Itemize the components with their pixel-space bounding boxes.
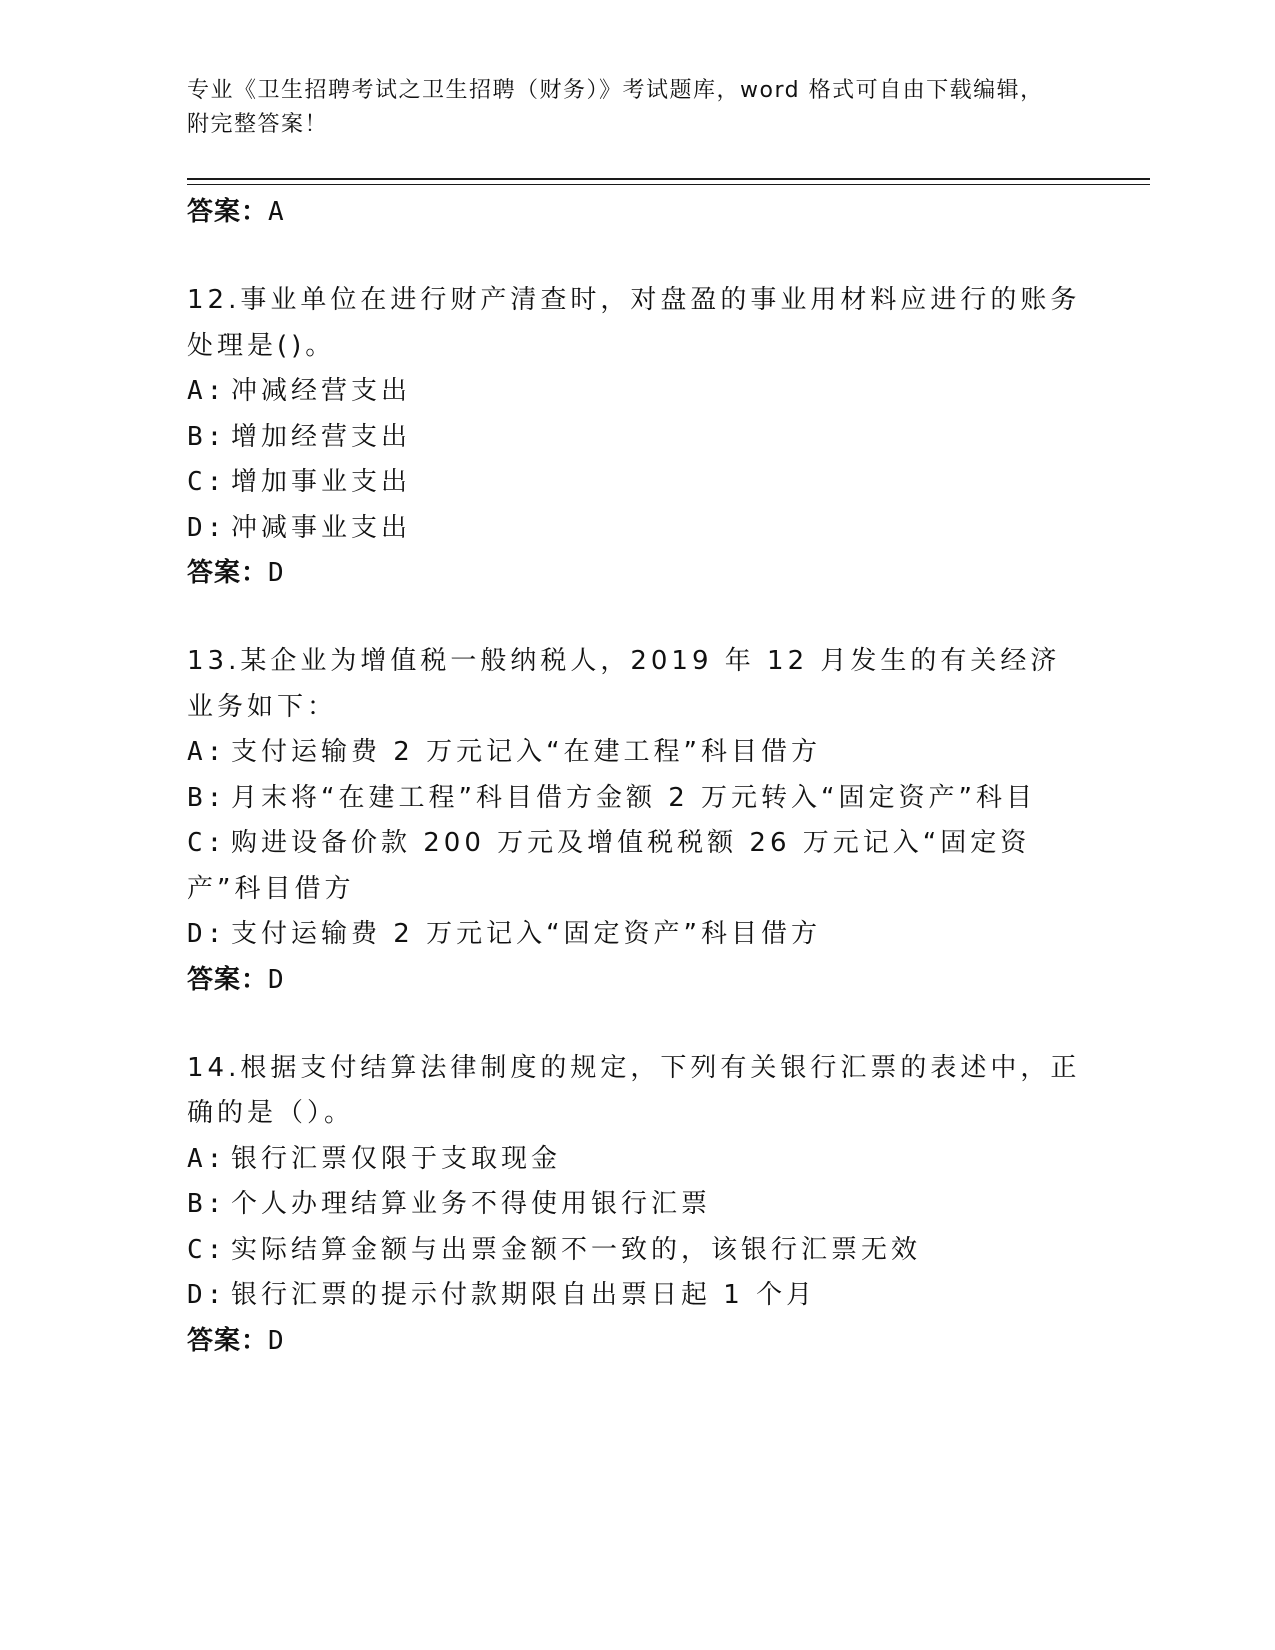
option-b (187, 1182, 1087, 1228)
option-text: 购进设备价款 200 万元及增值税税额 26 万元记入“固定资产”科目借方 (187, 828, 1031, 904)
option-text: 银行汇票的提示付款期限自出票日起 1 个月 (231, 1280, 817, 1310)
option-b (187, 415, 1087, 461)
answer-label: 答案： (187, 1325, 269, 1356)
answer-line (187, 1319, 1087, 1363)
option-key: A: (187, 737, 227, 767)
question-stem: 12.事业单位在进行财产清查时，对盘盈的事业用材料应进行的账务处理是()。 (187, 285, 1081, 361)
document-body (187, 190, 1087, 1407)
answer-value: D (268, 1325, 285, 1356)
answer-line (187, 958, 1087, 1002)
option-c (187, 460, 1087, 506)
option-b (187, 776, 1087, 822)
option-text: 增加事业支出 (231, 467, 412, 497)
option-text: 增加经营支出 (231, 421, 412, 452)
option-d (187, 912, 1087, 958)
option-text: 月末将“在建工程”科目借方金额 2 万元转入“固定资产”科目 (231, 782, 1036, 813)
option-key: C: (187, 1234, 227, 1265)
option-d (187, 506, 1087, 552)
option-key: A: (187, 376, 227, 406)
answer-value: A (268, 197, 285, 227)
option-a (187, 1137, 1087, 1183)
answer-line (187, 551, 1087, 595)
question-stem: 14.根据支付结算法律制度的规定，下列有关银行汇票的表述中，正确的是（）。 (187, 1052, 1081, 1128)
option-d (187, 1273, 1087, 1319)
question-14 (187, 1046, 1087, 1363)
question-12 (187, 278, 1087, 595)
option-a (187, 369, 1087, 415)
option-text: 冲减经营支出 (231, 376, 412, 406)
option-text: 支付运输费 2 万元记入“固定资产”科目借方 (231, 919, 822, 949)
option-key: D: (187, 919, 227, 949)
question-stem: 13.某企业为增值税一般纳税人，2019 年 12 月发生的有关经济业务如下： (187, 646, 1061, 722)
question-13 (187, 639, 1087, 1002)
option-text: 支付运输费 2 万元记入“在建工程”科目借方 (231, 737, 822, 767)
option-key: C: (187, 467, 227, 497)
answer-value: D (268, 964, 285, 995)
option-key: B: (187, 1189, 227, 1219)
option-c (187, 1228, 1087, 1274)
option-key: D: (187, 512, 227, 543)
header-rule-thin (187, 184, 1150, 185)
option-key: C: (187, 828, 227, 858)
option-key: B: (187, 782, 227, 813)
option-text: 冲减事业支出 (231, 512, 412, 543)
option-text: 实际结算金额与出票金额不一致的，该银行汇票无效 (231, 1234, 922, 1265)
option-key: D: (187, 1280, 227, 1310)
answer-label: 答案： (187, 964, 269, 995)
option-text: 个人办理结算业务不得使用银行汇票 (231, 1189, 712, 1219)
document-header: 专业《卫生招聘考试之卫生招聘（财务）》考试题库，word 格式可自由下载编辑，附完整答案！ (187, 78, 1044, 137)
answer-label: 答案： (187, 558, 269, 588)
answer-line (187, 190, 1087, 234)
option-a (187, 730, 1087, 776)
option-text: 银行汇票仅限于支取现金 (231, 1143, 562, 1174)
option-c (187, 821, 1087, 912)
answer-label: 答案： (187, 197, 269, 227)
answer-value: D (268, 558, 285, 588)
option-key: B: (187, 421, 227, 452)
header-rule-thick (187, 178, 1150, 180)
option-key: A: (187, 1143, 227, 1174)
